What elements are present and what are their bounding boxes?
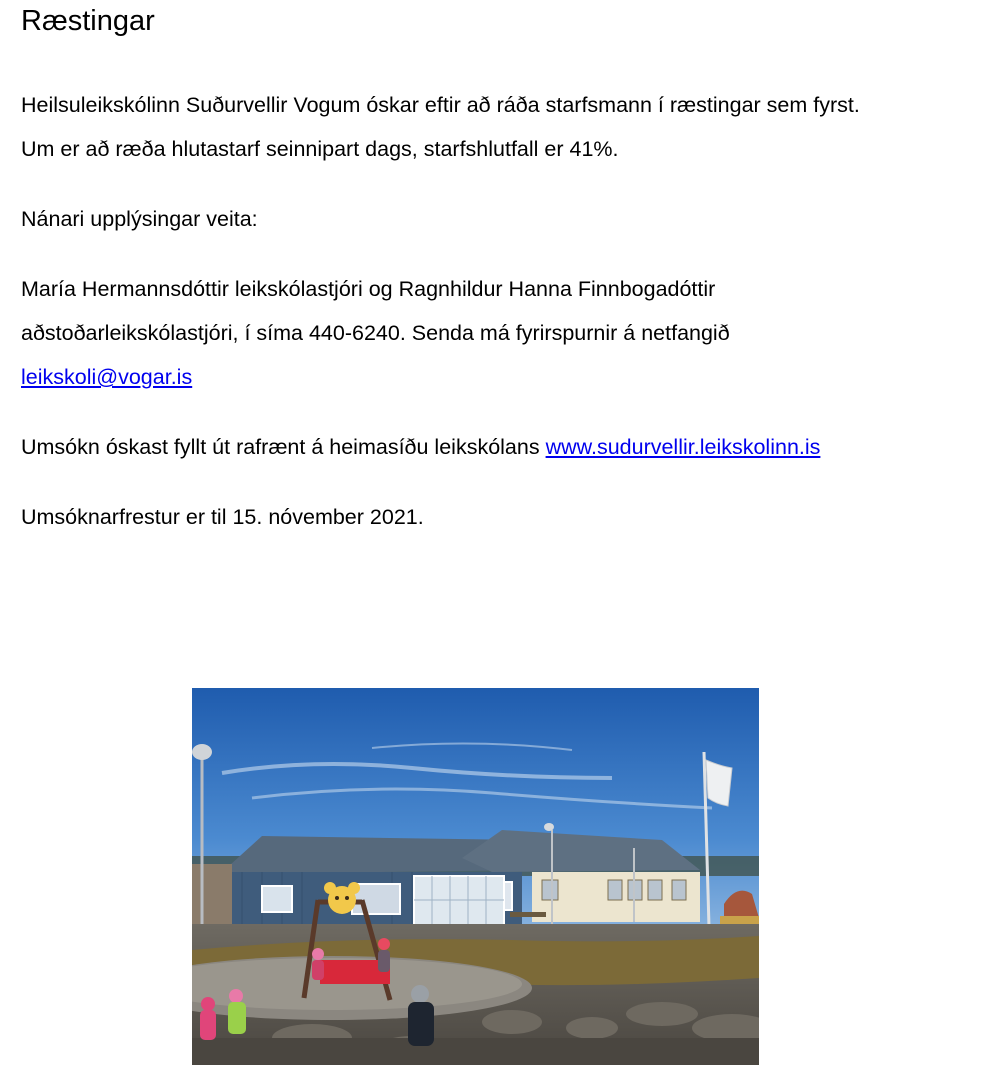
kindergarten-photo (192, 688, 759, 1065)
paragraph-contact-heading: Nánari upplýsingar veita: (21, 207, 258, 231)
page-title: Ræstingar (21, 5, 155, 37)
flag (706, 760, 732, 806)
application-text: Umsókn óskast fyllt út rafrænt á heimasíðu leikskólans (21, 435, 546, 459)
paragraph-contacts-line-1: María Hermannsdóttir leikskólastjóri og Ragnhildur Hanna Finnbogadóttir (21, 277, 716, 301)
paragraph-email-line (21, 364, 192, 390)
website-link[interactable]: www.sudurvellir.leikskolinn.is (545, 435, 821, 459)
email-link[interactable]: leikskoli@vogar.is (21, 365, 193, 389)
paragraph-deadline: Umsóknarfrestur er til 15. nóvember 2021. (21, 505, 424, 529)
paragraph-application (21, 434, 820, 460)
kindergarten-photo-illustration (192, 688, 759, 1065)
paragraph-contacts-line-2: aðstoðarleikskólastjóri, í síma 440-6240. Senda má fyrirspurnir á netfangið (21, 321, 730, 345)
paragraph-intro-line-1: Heilsuleikskólinn Suðurvellir Vogum óskar eftir að ráða starfsmann í ræstingar sem fyrst. (21, 93, 860, 117)
paragraph-intro-line-2: Um er að ræða hlutastarf seinnipart dags, starfshlutfall er 41%. (21, 137, 619, 161)
